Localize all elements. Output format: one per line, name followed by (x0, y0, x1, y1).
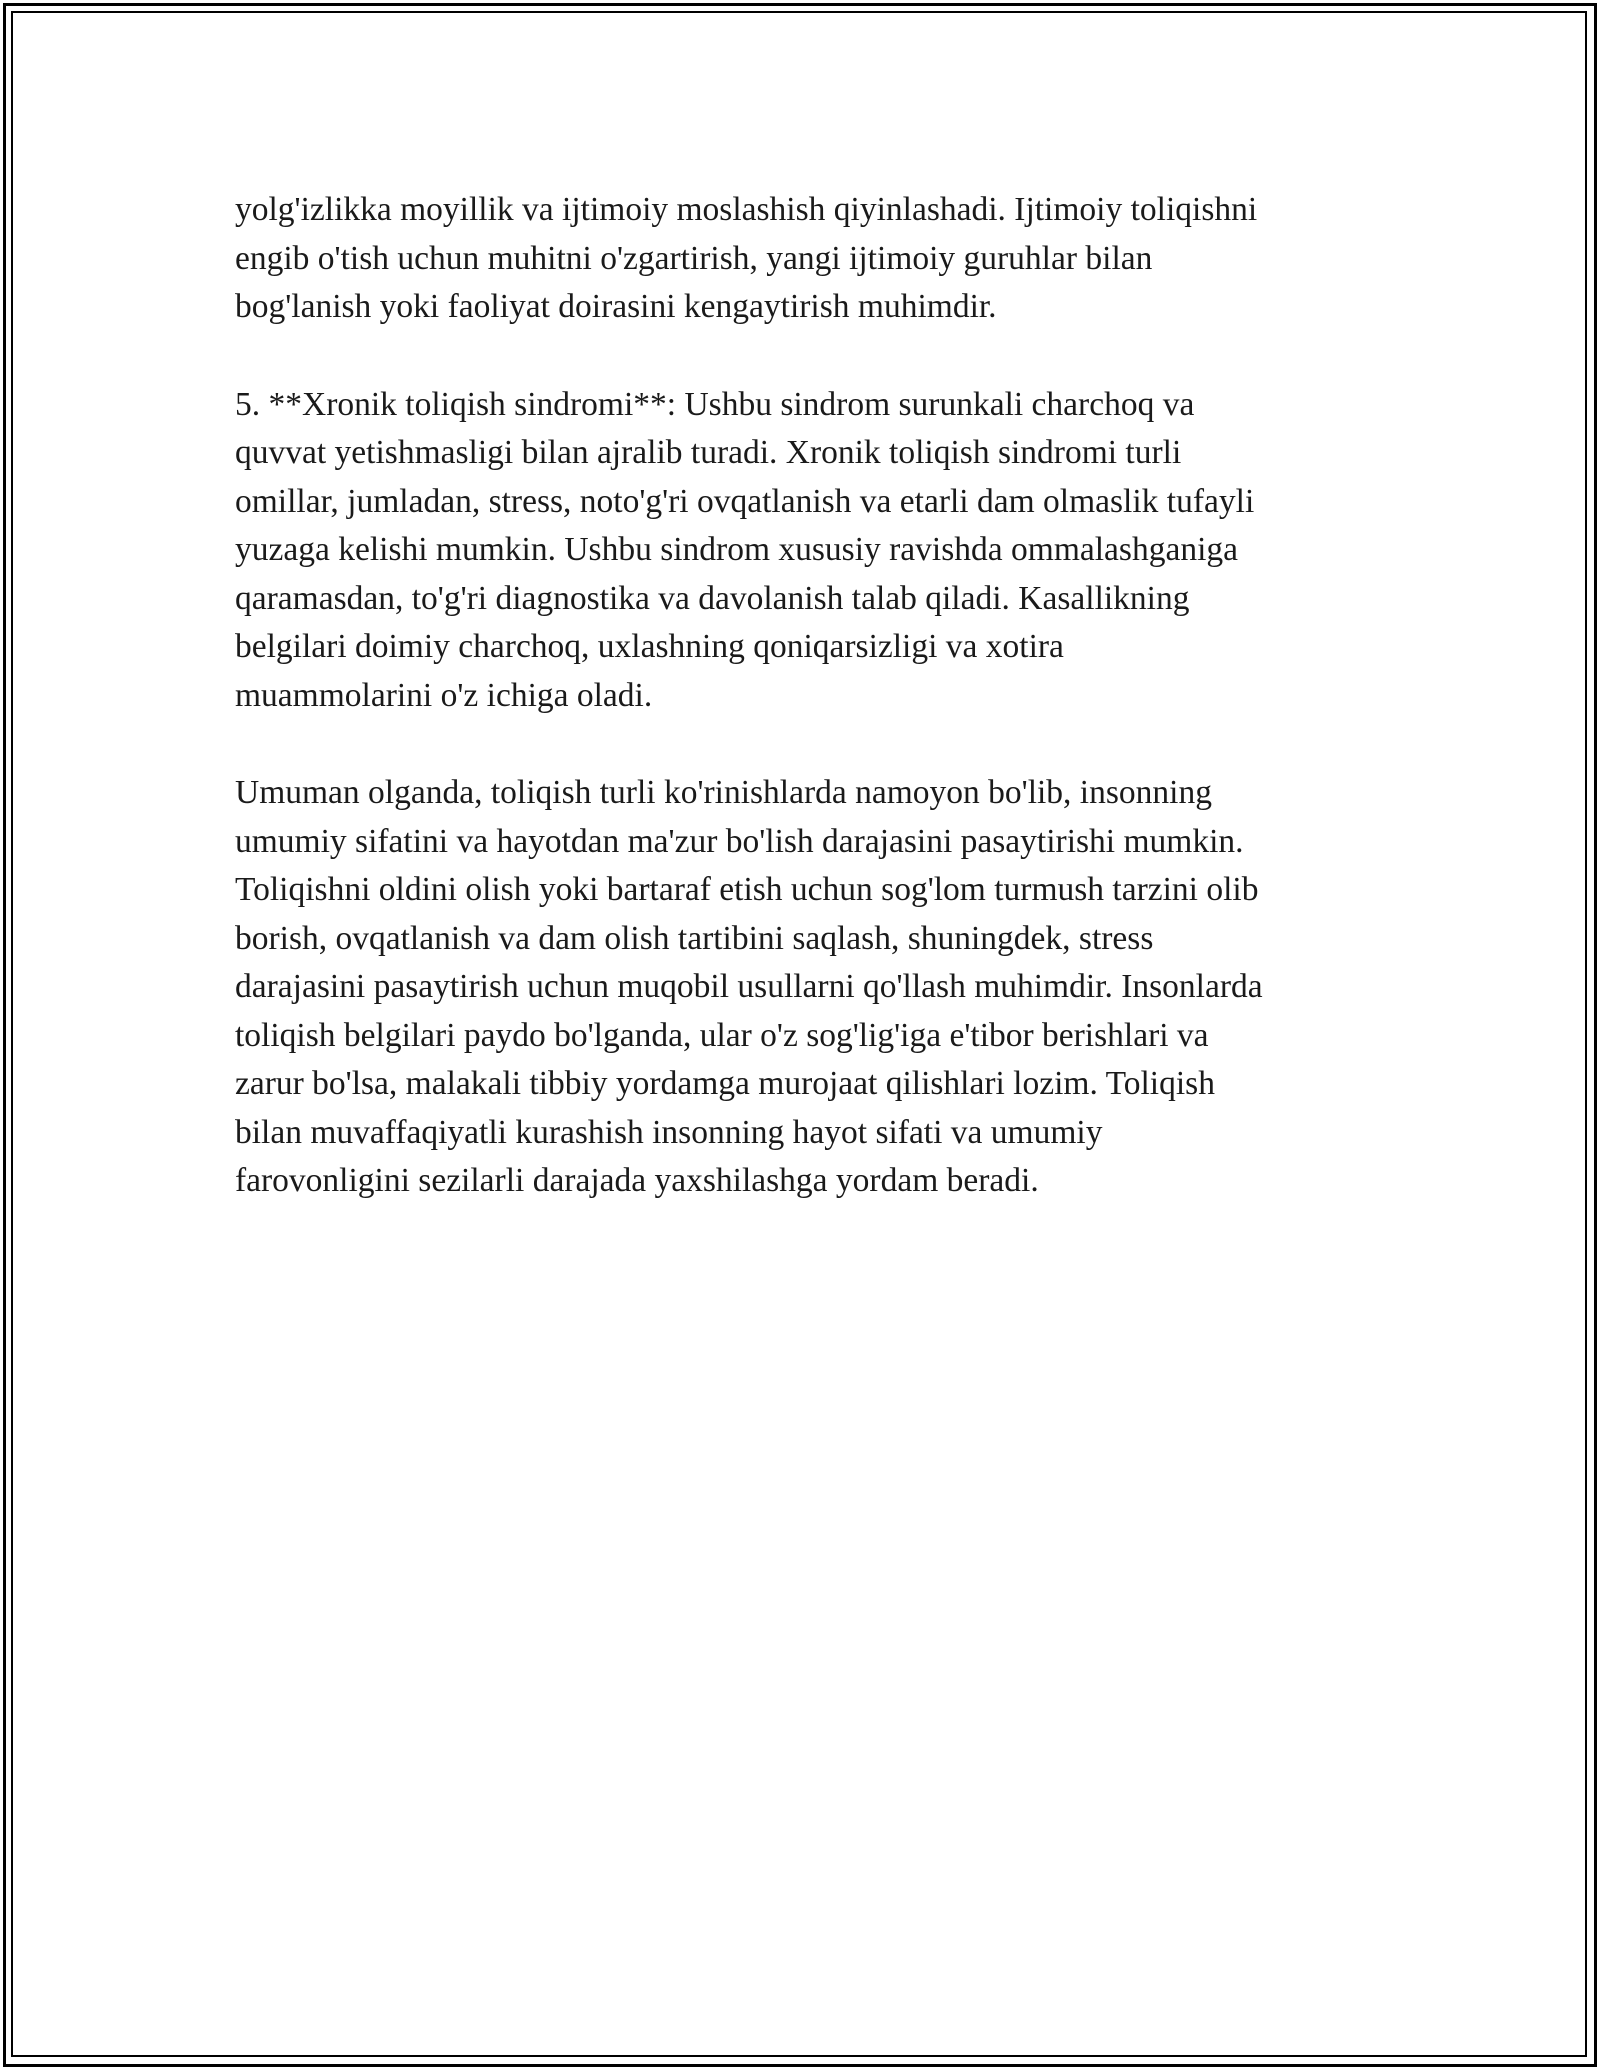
text-line: farovonligini sezilarli darajada yaxshilashga yordam beradi. (235, 1162, 1039, 1199)
text-line: 5. **Xronik toliqish sindromi**: Ushbu sindrom surunkali charchoq va (235, 385, 1195, 423)
text-line: yuzaga kelishi mumkin. Ushbu sindrom xususiy ravishda ommalashganiga (235, 531, 1239, 568)
text-line: zarur bo'lsa, malakali tibbiy yordamga murojaat qilishlari lozim. Toliqish (235, 1065, 1215, 1102)
text-line: Umuman olganda, toliqish turli ko'rinishlarda namoyon bo'lib, insonning (235, 774, 1212, 811)
paragraph-chronic-fatigue (235, 381, 1375, 721)
text-line: darajasini pasaytirish uchun muqobil usullarni qo'llash muhimdir. Insonlarda (235, 968, 1263, 1005)
text-line: quvvat yetishmasligi bilan ajralib turadi. Xronik toliqish sindromi turli (235, 434, 1182, 471)
paragraph-social-exhaustion (235, 186, 1375, 332)
document-body (235, 186, 1375, 1255)
text-line: bog'lanish yoki faoliyat doirasini kengaytirish muhimdir. (235, 288, 997, 325)
text-line: borish, ovqatlanish va dam olish tartibini saqlash, shuningdek, stress (235, 919, 1154, 957)
paragraph-conclusion (235, 769, 1375, 1206)
text-line: belgilari doimiy charchoq, uxlashning qoniqarsizligi va xotira (235, 628, 1064, 665)
text-line: toliqish belgilari paydo bo'lganda, ular o'z sog'lig'iga e'tibor berishlari va (235, 1016, 1209, 1054)
text-line: engib o'tish uchun muhitni o'zgartirish, yangi ijtimoiy guruhlar bilan (235, 239, 1153, 277)
text-line: umumiy sifatini va hayotdan ma'zur bo'lish darajasini pasaytirishi mumkin. (235, 822, 1244, 860)
text-line: muammolarini o'z ichiga oladi. (235, 676, 653, 714)
text-line: bilan muvaffaqiyatli kurashish insonning hayot sifati va umumiy (235, 1113, 1103, 1151)
text-line: Toliqishni oldini olish yoki bartaraf etish uchun sog'lom turmush tarzini olib (235, 871, 1259, 908)
text-line: qaramasdan, to'g'ri diagnostika va davolanish talab qiladi. Kasallikning (235, 579, 1190, 617)
text-line: yolg'izlikka moyillik va ijtimoiy moslashish qiyinlashadi. Ijtimoiy toliqishni (235, 191, 1258, 228)
text-line: omillar, jumladan, stress, noto'g'ri ovqatlanish va etarli dam olmaslik tufayli (235, 482, 1255, 520)
